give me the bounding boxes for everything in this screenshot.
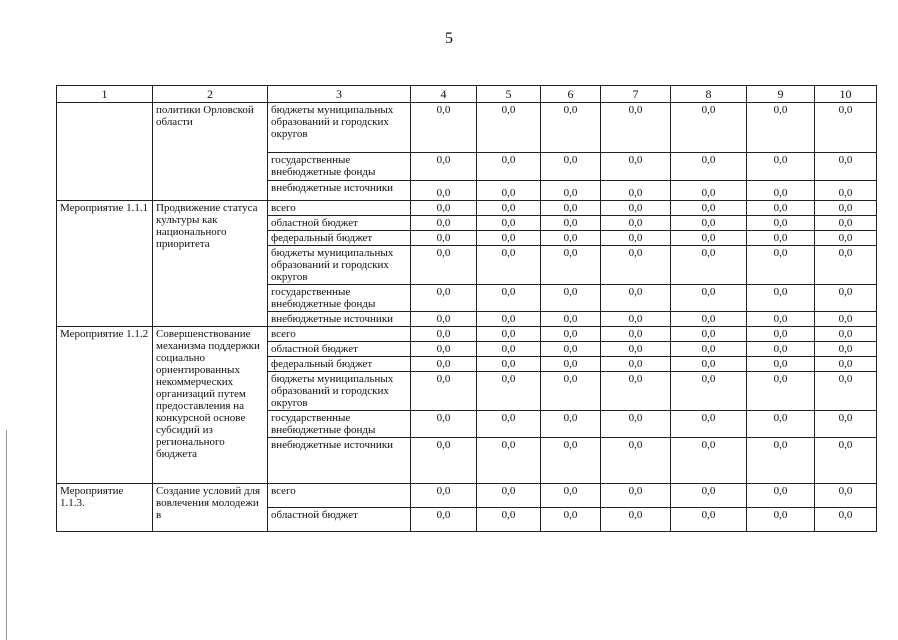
event-name-cell: Создание условий для вовлечения молодежи в [153,484,268,532]
value-cell: 0,0 [477,438,541,484]
value-cell: 0,0 [601,285,671,312]
value-cell: 0,0 [601,216,671,231]
column-header: 6 [541,86,601,103]
value-cell: 0,0 [411,438,477,484]
value-cell: 0,0 [815,231,877,246]
value-cell: 0,0 [477,357,541,372]
value-cell: 0,0 [541,103,601,153]
value-cell: 0,0 [747,372,815,411]
value-cell: 0,0 [671,153,747,181]
event-name-cell: политики Орловской области [153,103,268,201]
value-cell: 0,0 [601,411,671,438]
value-cell: 0,0 [747,103,815,153]
value-cell: 0,0 [541,438,601,484]
value-cell: 0,0 [671,357,747,372]
value-cell: 0,0 [815,342,877,357]
source-cell: областной бюджет [268,216,411,231]
source-cell: областной бюджет [268,508,411,532]
value-cell: 0,0 [411,231,477,246]
value-cell: 0,0 [411,216,477,231]
value-cell: 0,0 [411,153,477,181]
source-cell: всего [268,327,411,342]
value-cell: 0,0 [747,357,815,372]
column-header: 5 [477,86,541,103]
value-cell: 0,0 [671,285,747,312]
value-cell: 0,0 [671,246,747,285]
value-cell: 0,0 [815,508,877,532]
value-cell: 0,0 [477,246,541,285]
value-cell: 0,0 [815,372,877,411]
value-cell: 0,0 [541,357,601,372]
value-cell: 0,0 [671,342,747,357]
table-row [57,103,877,153]
value-cell: 0,0 [815,438,877,484]
value-cell: 0,0 [815,357,877,372]
value-cell: 0,0 [747,508,815,532]
value-cell: 0,0 [411,372,477,411]
value-cell: 0,0 [477,181,541,201]
value-cell: 0,0 [671,103,747,153]
value-cell: 0,0 [747,312,815,327]
source-cell: всего [268,484,411,508]
source-cell: внебюджетные источники [268,181,411,201]
column-header: 7 [601,86,671,103]
value-cell: 0,0 [477,285,541,312]
value-cell: 0,0 [671,438,747,484]
value-cell: 0,0 [815,312,877,327]
value-cell: 0,0 [541,246,601,285]
value-cell: 0,0 [747,285,815,312]
value-cell: 0,0 [747,231,815,246]
value-cell: 0,0 [601,201,671,216]
source-cell: государственные внебюджетные фонды [268,285,411,312]
column-header: 8 [671,86,747,103]
value-cell: 0,0 [815,246,877,285]
value-cell: 0,0 [541,153,601,181]
value-cell: 0,0 [815,153,877,181]
value-cell: 0,0 [601,153,671,181]
value-cell: 0,0 [411,484,477,508]
value-cell: 0,0 [601,372,671,411]
value-cell: 0,0 [671,216,747,231]
table-row [57,327,877,342]
value-cell: 0,0 [477,153,541,181]
value-cell: 0,0 [411,357,477,372]
value-cell: 0,0 [541,342,601,357]
value-cell: 0,0 [671,508,747,532]
value-cell: 0,0 [601,438,671,484]
value-cell: 0,0 [601,342,671,357]
source-cell: областной бюджет [268,342,411,357]
table-row [57,201,877,216]
value-cell: 0,0 [411,411,477,438]
source-cell: бюджеты муниципальных образований и городских округов [268,372,411,411]
value-cell: 0,0 [477,201,541,216]
value-cell: 0,0 [411,285,477,312]
value-cell: 0,0 [541,327,601,342]
value-cell: 0,0 [601,103,671,153]
value-cell: 0,0 [601,231,671,246]
value-cell: 0,0 [411,327,477,342]
column-header: 3 [268,86,411,103]
event-name-cell: Совершенствование механизма поддержки социально ориентированных некоммерческих организаций путем предоставления на конкурсной основе субсидий из регионального бюджета [153,327,268,484]
value-cell: 0,0 [671,327,747,342]
column-header: 10 [815,86,877,103]
value-cell: 0,0 [601,246,671,285]
value-cell: 0,0 [747,327,815,342]
value-cell: 0,0 [411,181,477,201]
value-cell: 0,0 [601,312,671,327]
value-cell: 0,0 [541,372,601,411]
value-cell: 0,0 [541,312,601,327]
source-cell: государственные внебюджетные фонды [268,411,411,438]
value-cell: 0,0 [477,312,541,327]
value-cell: 0,0 [671,231,747,246]
value-cell: 0,0 [671,411,747,438]
event-name-cell: Продвижение статуса культуры как национального приоритета [153,201,268,327]
column-header: 4 [411,86,477,103]
value-cell: 0,0 [411,103,477,153]
value-cell: 0,0 [815,327,877,342]
value-cell: 0,0 [541,231,601,246]
value-cell: 0,0 [815,285,877,312]
value-cell: 0,0 [601,508,671,532]
event-cell [57,103,153,201]
value-cell: 0,0 [477,342,541,357]
value-cell: 0,0 [541,411,601,438]
value-cell: 0,0 [671,181,747,201]
value-cell: 0,0 [815,411,877,438]
value-cell: 0,0 [747,342,815,357]
value-cell: 0,0 [747,438,815,484]
value-cell: 0,0 [477,484,541,508]
value-cell: 0,0 [747,153,815,181]
value-cell: 0,0 [671,201,747,216]
value-cell: 0,0 [815,103,877,153]
value-cell: 0,0 [477,231,541,246]
value-cell: 0,0 [747,216,815,231]
source-cell: внебюджетные источники [268,438,411,484]
value-cell: 0,0 [411,342,477,357]
event-cell: Мероприятие 1.1.2 [57,327,153,484]
value-cell: 0,0 [815,181,877,201]
source-cell: федеральный бюджет [268,357,411,372]
value-cell: 0,0 [747,411,815,438]
value-cell: 0,0 [477,508,541,532]
source-cell: государственные внебюджетные фонды [268,153,411,181]
source-cell: бюджеты муниципальных образований и городских округов [268,103,411,153]
value-cell: 0,0 [411,508,477,532]
value-cell: 0,0 [477,327,541,342]
value-cell: 0,0 [541,201,601,216]
value-cell: 0,0 [411,246,477,285]
value-cell: 0,0 [815,216,877,231]
page-number: 5 [445,30,453,47]
value-cell: 0,0 [601,484,671,508]
value-cell: 0,0 [671,372,747,411]
value-cell: 0,0 [541,484,601,508]
value-cell: 0,0 [815,484,877,508]
value-cell: 0,0 [601,181,671,201]
value-cell: 0,0 [477,372,541,411]
event-cell: Мероприятие 1.1.1 [57,201,153,327]
value-cell: 0,0 [671,312,747,327]
value-cell: 0,0 [815,201,877,216]
value-cell: 0,0 [601,357,671,372]
value-cell: 0,0 [411,312,477,327]
value-cell: 0,0 [477,411,541,438]
budget-table [56,85,877,532]
value-cell: 0,0 [747,484,815,508]
value-cell: 0,0 [477,103,541,153]
value-cell: 0,0 [601,327,671,342]
value-cell: 0,0 [477,216,541,231]
source-cell: всего [268,201,411,216]
value-cell: 0,0 [541,285,601,312]
column-header: 1 [57,86,153,103]
value-cell: 0,0 [411,201,477,216]
value-cell: 0,0 [541,508,601,532]
table-row [57,484,877,508]
column-header: 9 [747,86,815,103]
value-cell: 0,0 [747,246,815,285]
header-row [57,86,877,103]
value-cell: 0,0 [671,484,747,508]
source-cell: внебюджетные источники [268,312,411,327]
source-cell: бюджеты муниципальных образований и городских округов [268,246,411,285]
value-cell: 0,0 [747,201,815,216]
scan-edge-line [6,430,7,640]
value-cell: 0,0 [747,181,815,201]
value-cell: 0,0 [541,216,601,231]
column-header: 2 [153,86,268,103]
source-cell: федеральный бюджет [268,231,411,246]
event-cell: Мероприятие 1.1.3. [57,484,153,532]
value-cell: 0,0 [541,181,601,201]
